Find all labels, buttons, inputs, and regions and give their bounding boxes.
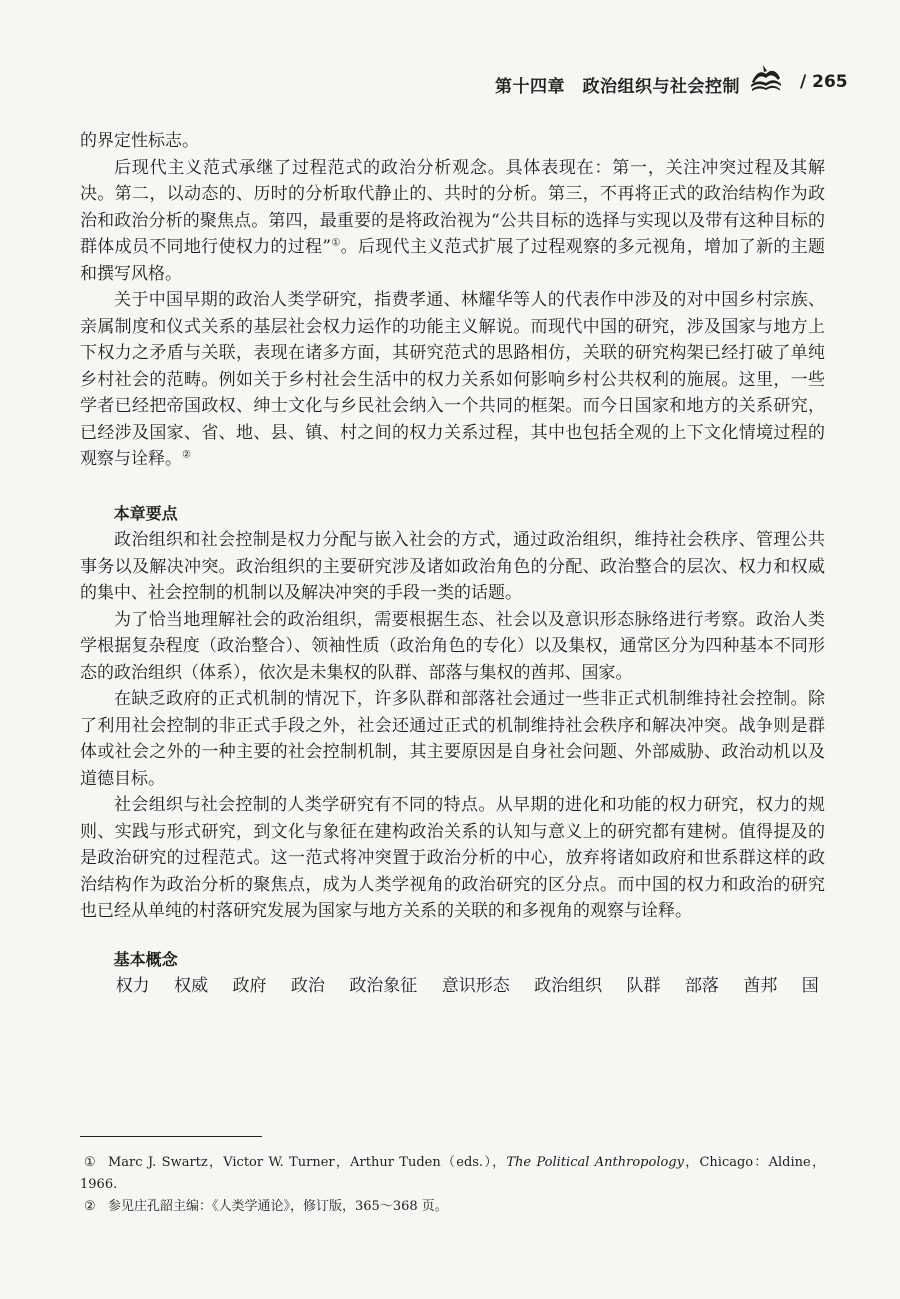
paragraph-postmodern xyxy=(80,155,825,288)
footnote-number: ② xyxy=(84,1199,96,1214)
summary-paragraph: 政治组织和社会控制是权力分配与嵌入社会的方式，通过政治组织，维持社会秩序、管理公共事务以及解决冲突。政治组织的主要研究涉及诸如政治角色的分配、政治整合的层次、权力和权威的集中、社会控制的机制以及解决冲突的手段一类的话题。 xyxy=(80,530,825,603)
concept-term: 政治组织 xyxy=(534,976,603,996)
concept-term: 政府 xyxy=(232,976,267,996)
footnote-text: Marc J. Swartz，Victor W. Turner，Arthur Tuden（eds.）， xyxy=(108,1155,507,1170)
concept-term: 国 xyxy=(801,976,819,996)
footnote-divider xyxy=(80,1136,262,1137)
footnote-2 xyxy=(80,1196,825,1218)
book-wave-logo-icon xyxy=(748,62,784,92)
concept-term: 酋邦 xyxy=(743,976,778,996)
concept-term: 政治象征 xyxy=(349,976,418,996)
paragraph-text: 关于中国早期的政治人类学研究，指费孝通、林耀华等人的代表作中涉及的对中国乡村宗族、亲属制度和仪式关系的基层社会权力运作的功能主义解说。而现代中国的研究，涉及国家与地方上下权力之矛盾与关联，表现在诸多方面，其研究范式的思路相仿，关联的研究构架已经打破了单纯乡村社会的范畴。例如关于乡村社会生活中的权力关系如何影响乡村公共权利的施展。这里，一些学者已经把帝国政权、绅士文化与乡民社会纳入一个共同的框架。而今日国家和地方的关系研究，已经涉及国家、省、地、县、镇、村之间的权力关系过程，其中也包括全观的上下文化情境过程的观察与诠释。 xyxy=(80,290,825,469)
main-text xyxy=(80,128,825,1000)
footnote-number: ① xyxy=(84,1155,96,1170)
summary-paragraph: 在缺乏政府的正式机制的情况下，许多队群和部落社会通过一些非正式机制维持社会控制。除了利用社会控制的非正式手段之外，社会还通过正式的机制维持社会秩序和解决冲突。战争则是群体或社会之外的一种主要的社会控制机制，其主要原因是自身社会问题、外部威胁、政治动机以及道德目标。 xyxy=(80,689,825,789)
paragraph-text: 。后现代主义范式扩展了过程观察的多元视角，增加了新的主题和撰写风格。 xyxy=(80,237,825,284)
footnote-book-title: The Political Anthropology xyxy=(506,1155,684,1170)
page-number: / 265 xyxy=(800,72,848,92)
footnote-ref-2[interactable]: ② xyxy=(182,449,191,461)
summary-paragraph: 社会组织与社会控制的人类学研究有不同的特点。从早期的进化和功能的权力研究，权力的规则、实践与形式研究，到文化与象征在建构政治关系的认知与意义上的研究都有建树。值得提及的是政治研究的过程范式。这一范式将冲突置于政治分析的中心，放弃将诸如政府和世系群这样的政治结构作为政治分析的聚焦点，成为人类学视角的政治研究的区分点。而中国的权力和政治的研究也已经从单纯的村落研究发展为国家与地方关系的关联的和多视角的观察与诠释。 xyxy=(80,795,825,921)
concept-term: 权威 xyxy=(174,976,209,996)
footnotes xyxy=(80,1152,825,1218)
footnote-text: 参见庄孔韶主编：《人类学通论》，修订版，365～368 页。 xyxy=(108,1199,448,1214)
summary-paragraph: 为了恰当地理解社会的政治组织，需要根据生态、社会以及意识形态脉络进行考察。政治人类学根据复杂程度（政治整合）、领袖性质（政治角色的专化）以及集权，通常区分为四种基本不同形态的政治组织（体系），依次是未集权的队群、部落与集权的酋邦、国家。 xyxy=(80,609,825,683)
concept-term: 意识形态 xyxy=(441,976,510,996)
concept-list xyxy=(116,973,825,1000)
paragraph-text: 后现代主义范式承继了过程范式的政治分析观念。具体表现在：第一，关注冲突过程及其解决。第二，以动态的、历时的分析取代静止的、共时的分析。第三，不再将正式的政治结构作为政治和政治分析的聚焦点。第四，最重要的是将政治视为“公共目标的选择与实现以及带有这种目标的群体成员不同地行使权力的过程” xyxy=(80,157,825,257)
section-heading-summary: 本章要点 xyxy=(113,503,178,523)
paragraph-continuation: 的界定性标志。 xyxy=(80,131,199,151)
concept-term: 政治 xyxy=(290,976,325,996)
paragraph-china-research xyxy=(80,287,825,473)
concept-term: 队群 xyxy=(626,976,661,996)
section-heading-concepts: 基本概念 xyxy=(113,949,178,969)
concept-term: 权力 xyxy=(115,976,150,996)
chapter-title: 第十四章 政治组织与社会控制 xyxy=(495,77,740,97)
footnote-ref-1[interactable]: ① xyxy=(331,237,341,249)
footnote-text: ，Chicago：Aldine，1966. xyxy=(80,1155,825,1192)
footnote-1 xyxy=(80,1152,825,1196)
running-header xyxy=(0,62,900,102)
concept-term: 部落 xyxy=(684,976,719,996)
